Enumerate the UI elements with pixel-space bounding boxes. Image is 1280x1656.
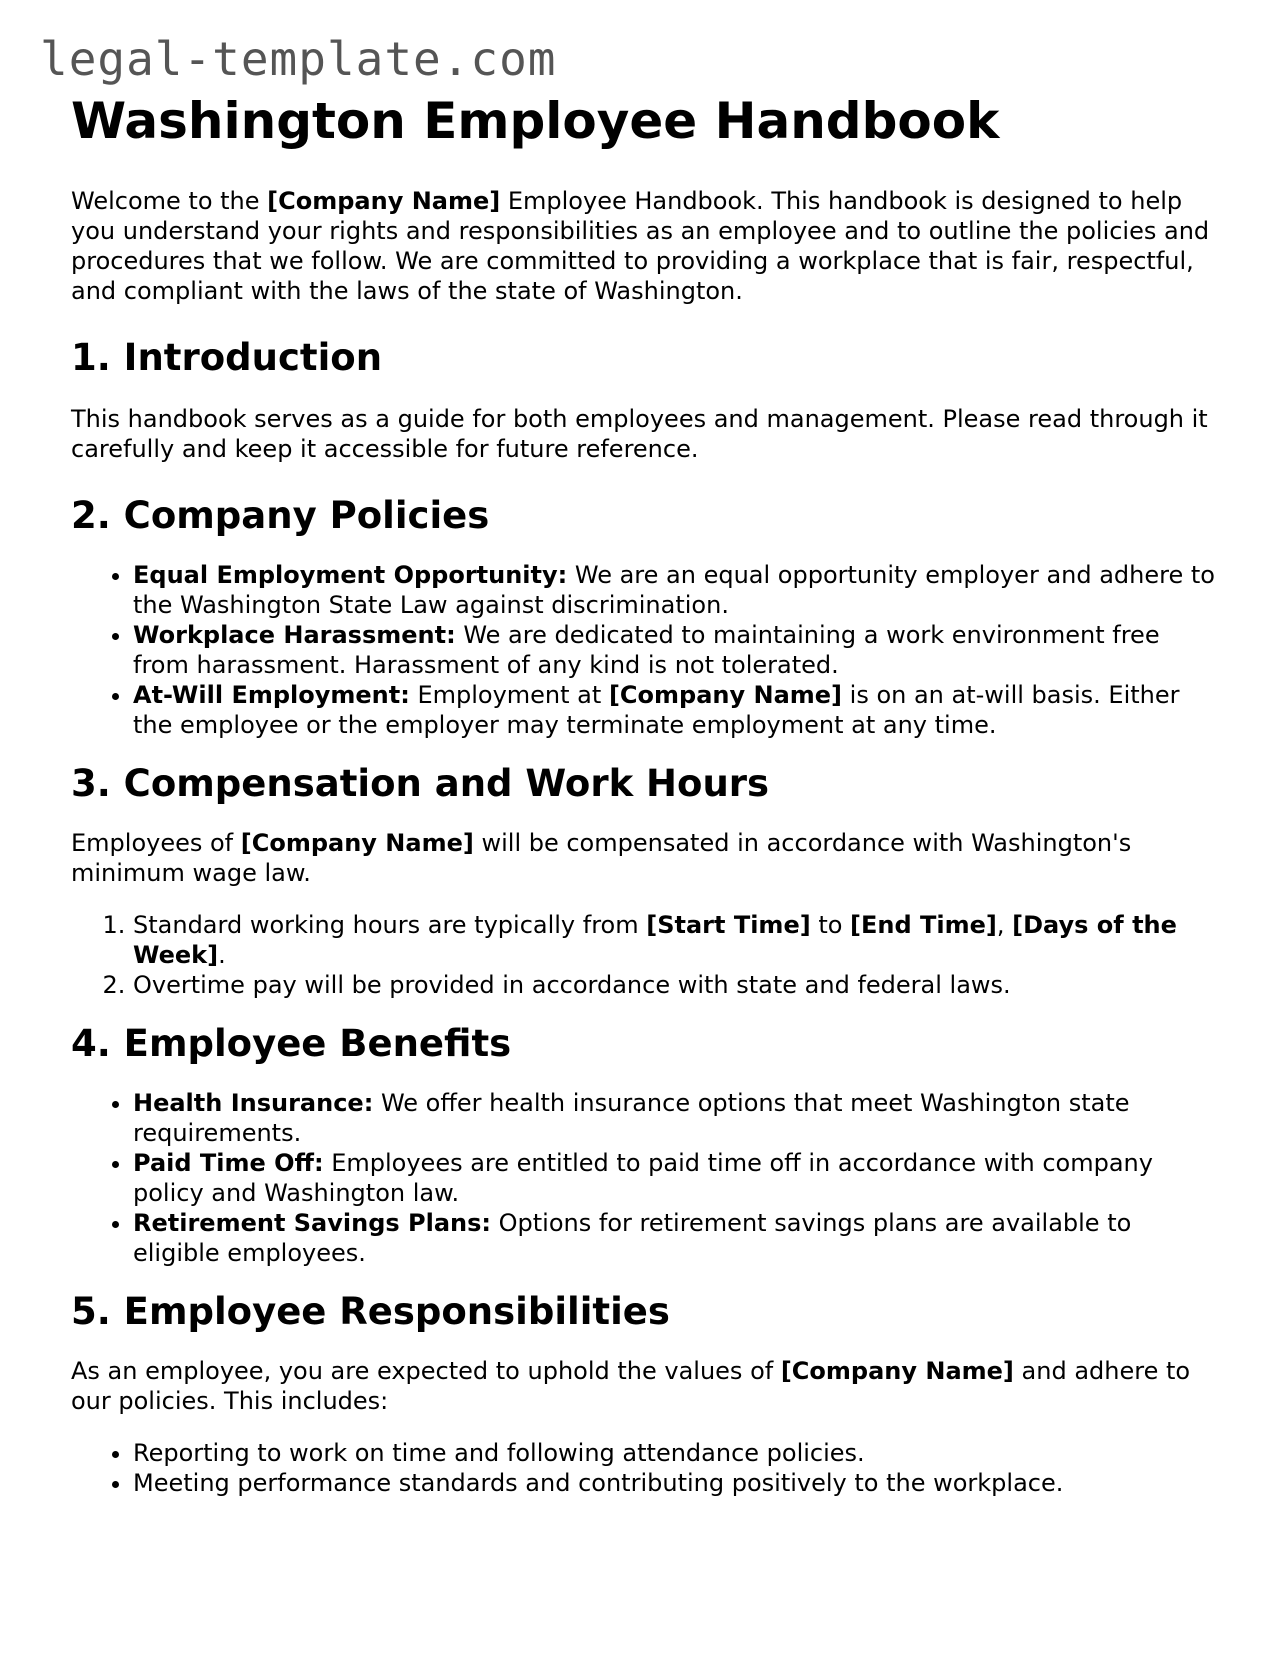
- item-label: At-Will Employment:: [133, 681, 410, 709]
- item-text: ,: [996, 911, 1013, 939]
- item-text: Employees are entitled to paid time off in accordance with company policy and Washington law.: [133, 1149, 1153, 1207]
- responsibilities-list: [71, 1438, 1221, 1498]
- section-heading-introduction: 1. Introduction: [71, 336, 383, 379]
- section-heading-compensation: 3. Compensation and Work Hours: [71, 762, 770, 805]
- company-placeholder: [Company Name]: [240, 829, 474, 857]
- company-placeholder: [Company Name]: [780, 1357, 1014, 1385]
- item-label: Paid Time Off:: [133, 1149, 324, 1177]
- days-placeholder: [Days of the Week]: [133, 911, 1177, 969]
- company-placeholder: [Company Name]: [267, 187, 501, 215]
- list-item: • Meeting performance standards and contributing positively to the workplace.: [133, 1468, 1221, 1498]
- item-text: is on an at-will basis. Either the employee or the employer may terminate employment at any time.: [133, 681, 1180, 739]
- intro-text: Welcome to the: [71, 187, 268, 215]
- introduction-paragraph: This handbook serves as a guide for both employees and management. Please read through it carefully and keep it accessible for future reference.: [71, 405, 1208, 463]
- end-time-placeholder: [End Time]: [850, 911, 997, 939]
- section-heading-benefits: 4. Employee Benefits: [71, 1022, 512, 1065]
- list-item: [133, 1148, 1221, 1208]
- list-item: [133, 1088, 1221, 1148]
- item-text: We offer health insurance options that meet Washington state requirements.: [133, 1089, 1130, 1147]
- paragraph-text: will be compensated in accordance with Washington's minimum wage law.: [71, 829, 1132, 887]
- list-item: [133, 680, 1221, 740]
- compensation-paragraph: [71, 828, 1221, 888]
- item-label: Equal Employment Opportunity:: [133, 561, 568, 589]
- list-item: 2. Overtime pay will be provided in accordance with state and federal laws.: [133, 970, 1221, 1000]
- responsibilities-paragraph: [71, 1356, 1221, 1416]
- list-item: [133, 560, 1221, 620]
- list-item: • Reporting to work on time and following attendance policies.: [133, 1438, 1221, 1468]
- item-text: Standard working hours are typically from: [133, 911, 647, 939]
- start-time-placeholder: [Start Time]: [646, 911, 811, 939]
- list-item: [133, 620, 1221, 680]
- item-text: We are an equal opportunity employer and adhere to the Washington State Law against discrimination.: [133, 561, 1215, 619]
- benefits-list: [71, 1088, 1221, 1268]
- list-item: [133, 1208, 1221, 1268]
- watermark: legal-template.com: [40, 32, 557, 86]
- item-text: to: [810, 911, 851, 939]
- list-item: [133, 910, 1221, 970]
- item-text: Options for retirement savings plans are available to eligible employees.: [133, 1209, 1132, 1267]
- company-placeholder: [Company Name]: [608, 681, 843, 709]
- item-text: .: [218, 941, 226, 969]
- item-label: Health Insurance:: [133, 1089, 374, 1117]
- document-body: [71, 88, 1221, 1498]
- document-title: Washington Employee Handbook: [71, 92, 1000, 150]
- item-text: Employment at: [409, 681, 609, 709]
- paragraph-text: As an employee, you are expected to uphold the values of: [71, 1357, 781, 1385]
- item-label: Retirement Savings Plans:: [133, 1209, 492, 1237]
- policies-list: [71, 560, 1221, 740]
- item-text: We are dedicated to maintaining a work environment free from harassment. Harassment of any kind is not tolerated.: [133, 621, 1160, 679]
- section-heading-responsibilities: 5. Employee Responsibilities: [71, 1290, 670, 1333]
- compensation-list: [71, 910, 1221, 1000]
- intro-text: Employee Handbook. This handbook is designed to help you understand your rights and responsibilities as an employee and to outline the policies and procedures that we follow. We are committed to providing a workplace that is fair, respectful, and compliant with the laws of the state of Washington.: [71, 187, 1210, 305]
- section-heading-policies: 2. Company Policies: [71, 494, 490, 537]
- paragraph-text: Employees of: [71, 829, 241, 857]
- item-label: Workplace Harassment:: [133, 621, 456, 649]
- intro-paragraph: [71, 186, 1221, 306]
- paragraph-text: and adhere to our policies. This includes:: [71, 1357, 1191, 1415]
